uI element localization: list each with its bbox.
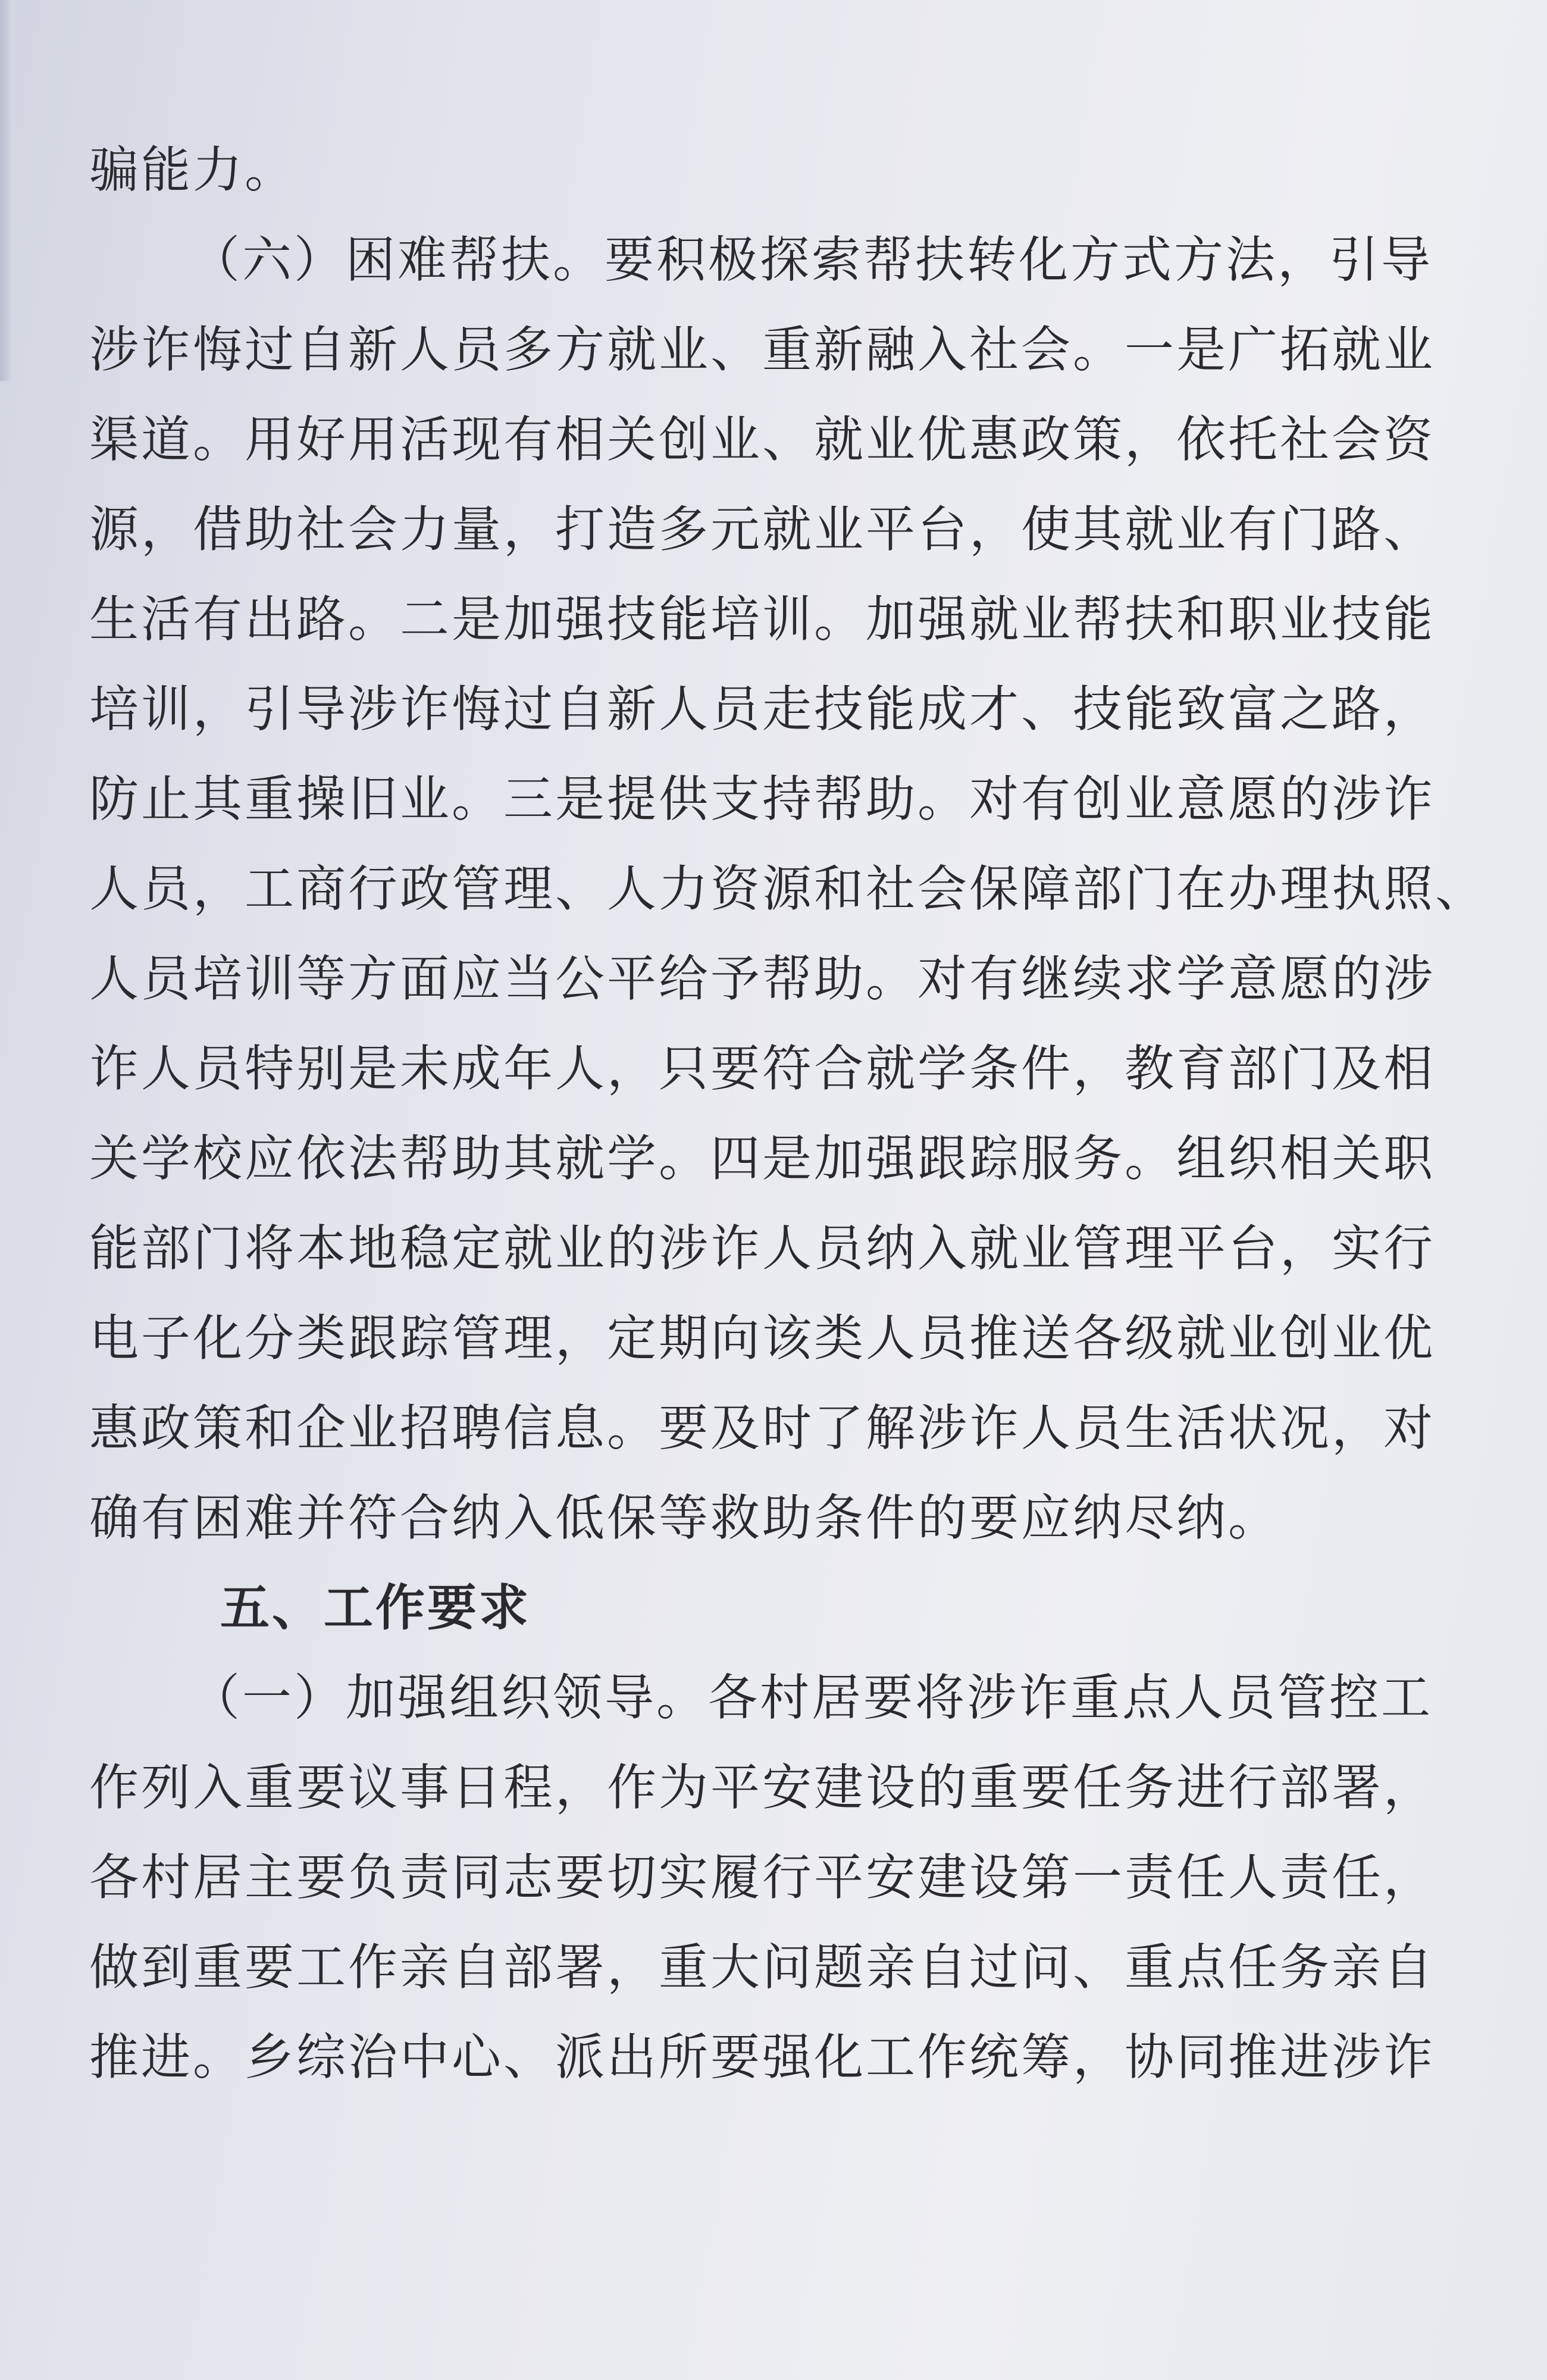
text-line: 诈人员特别是未成年人，只要符合就学条件，教育部门及相 [89,1040,1435,1097]
text-line: 确有困难并符合纳入低保等救助条件的要应纳尽纳。 [89,1489,1280,1547]
text-line: 做到重要工作亲自部署，重大问题亲自过问、重点任务亲自 [89,1938,1435,1996]
text-line: 生活有出路。二是加强技能培训。加强就业帮扶和职业技能 [89,590,1435,648]
text-line: 各村居主要负责同志要切实履行平安建设第一责任人责任， [89,1849,1435,1906]
text-line: 人员培训等方面应当公平给予帮助。对有继续求学意愿的涉 [89,950,1435,1008]
text-line: 涉诈悔过自新人员多方就业、重新融入社会。一是广拓就业 [89,321,1435,379]
document-body [89,125,1487,2102]
text-line: 源，借助社会力量，打造多元就业平台，使其就业有门路、 [89,501,1435,558]
text-line: 培训，引导涉诈悔过自新人员走技能成才、技能致富之路， [89,680,1435,738]
text-line: 人员，工商行政管理、人力资源和社会保障部门在办理执照、 [89,860,1487,918]
section-heading: 五、工作要求 [220,1579,531,1637]
paragraph-first-line: （六）困难帮扶。要积极探索帮扶转化方式方法，引导 [190,231,1433,289]
text-line: 推进。乡综治中心、派出所要强化工作统筹，协同推进涉诈 [89,2028,1435,2086]
text-line: 防止其重操旧业。三是提供支持帮助。对有创业意愿的涉诈 [89,770,1435,828]
text-line: 骗能力。 [89,141,296,199]
text-line: 电子化分类跟踪管理，定期向该类人员推送各级就业创业优 [89,1309,1435,1367]
text-line: 作列入重要议事日程，作为平安建设的重要任务进行部署， [89,1759,1435,1816]
text-line: 渠道。用好用活现有相关创业、就业优惠政策，依托社会资 [89,411,1435,468]
text-line: 惠政策和企业招聘信息。要及时了解涉诈人员生活状况，对 [89,1399,1435,1457]
paragraph-first-line: （一）加强组织领导。各村居要将涉诈重点人员管控工 [190,1669,1433,1727]
text-line: 能部门将本地稳定就业的涉诈人员纳入就业管理平台，实行 [89,1219,1435,1277]
text-line: 关学校应依法帮助其就学。四是加强跟踪服务。组织相关职 [89,1130,1435,1187]
page-edge-shadow [0,0,13,381]
